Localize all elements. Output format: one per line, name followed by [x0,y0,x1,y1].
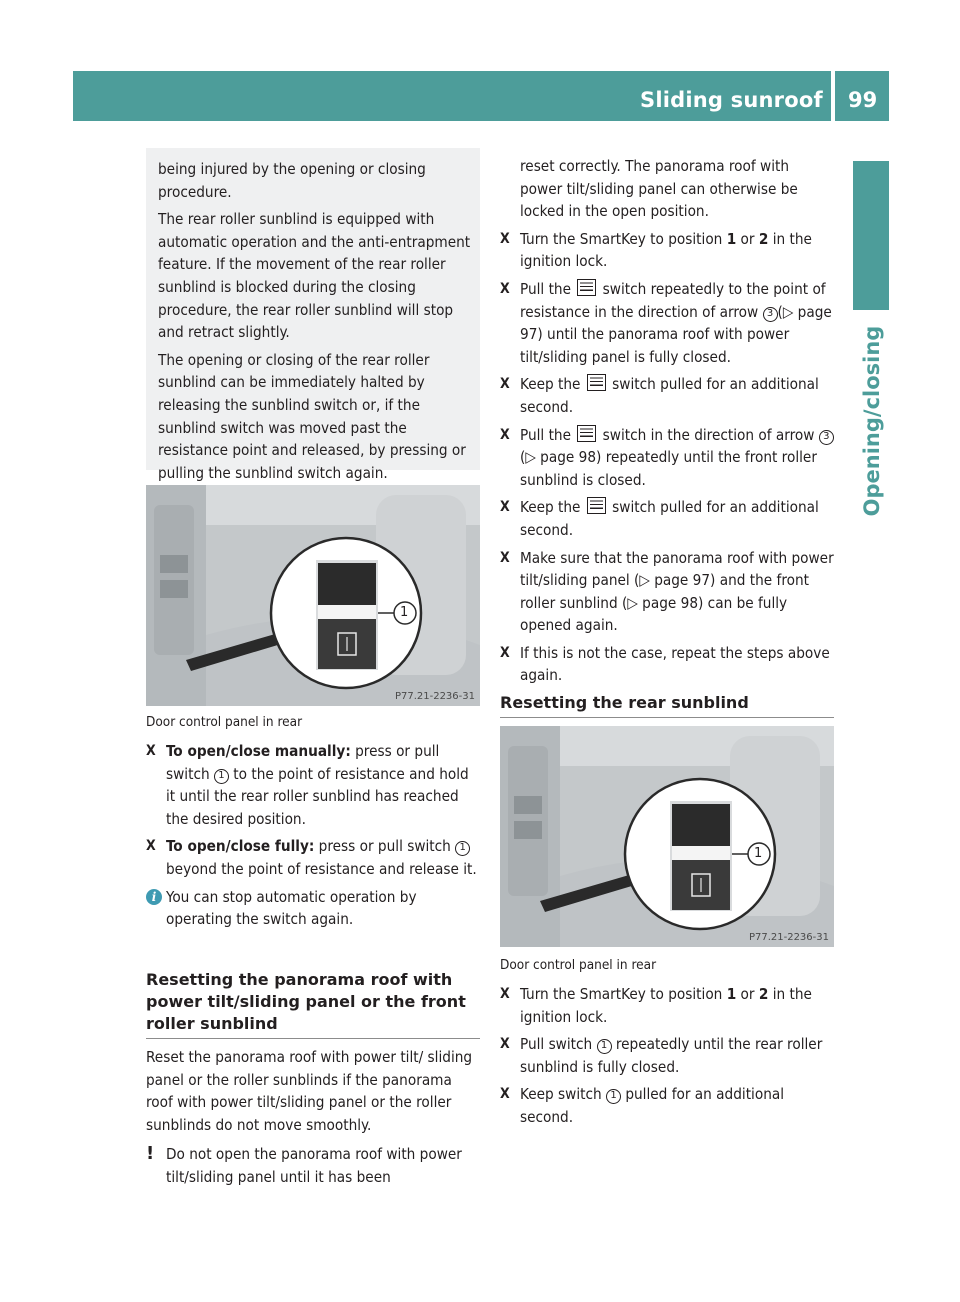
callout-number: 1 [606,1089,621,1104]
step-marker-icon: X [500,230,510,247]
door-panel-figure [500,726,834,947]
side-tab-marker [853,161,889,310]
step-marker-icon: X [146,838,156,855]
section-heading: Resetting the panorama roof with power tilt/sliding panel or the front roller sunblind [146,969,480,1039]
step-marker-icon: X [146,743,156,759]
info-icon: i [146,889,162,905]
continued-text: reset correctly. The panorama roof with power tilt/sliding panel can otherwise be locked in the open position. [520,157,798,221]
step-marker-icon: X [500,1036,510,1053]
door-panel-figure [146,485,480,706]
step-item: X Make sure that the panorama roof with power tilt/sliding panel (▷ page 97) and the front roller sunblind (▷ page 98) can be fully opened again. [500,548,834,635]
section-heading: Resetting the rear sunblind [500,692,834,718]
figure-label: P77.21-2236-31 [748,932,829,943]
sunblind-switch-icon [587,374,606,391]
section-paragraph: Reset the panorama roof with power tilt/ sliding panel or the roller sunblinds if the panorama roof with power tilt/sliding panel or the roller sunblinds do not move smoothly. [146,1048,473,1134]
step-marker-icon: X [500,986,510,1002]
step-item: X Turn the SmartKey to position 1 or 2 in the ignition lock. [500,229,812,271]
note-box [146,148,480,482]
step-item: X Keep the switch pulled for an additional second. [500,498,819,539]
step-item: X Pull the switch in the direction of arrow 3(▷ page 98) repeatedly until the front roller sunblind is closed. [500,424,834,492]
sunblind-switch-icon [577,279,596,296]
header-divider [831,71,835,121]
step-item: X Pull the switch repeatedly to the point of resistance in the direction of arrow 3 (▷ page 97) until the panorama roof with power tilt/sliding panel is fully closed. [500,279,832,366]
step-item: X If this is not the case, repeat the steps above again. [500,643,830,685]
note-paragraph: The rear roller sunblind is equipped with automatic operation and the anti-entrapment feature. If the movement of the rear roller sunblind is blocked during the closing procedure, the rear roller sunblind will stop and retract slightly. [158,210,471,342]
figure-caption: Door control panel in rear [500,957,657,973]
section-heading-wrapper [146,969,480,1039]
step-marker-icon: X [500,549,510,566]
chapter-title: Sliding sunroof [640,88,823,112]
step-marker-icon: X [500,376,510,393]
warning-icon: ! [146,1143,155,1164]
step-marker-icon: X [500,499,510,516]
step-marker-icon: X [500,644,510,661]
figure-callout: 1 [754,846,763,861]
step-item: X Pull switch 1 repeatedly until the rear roller sunblind is fully closed. [500,1035,823,1076]
note-paragraph: The opening or closing of the rear roller sunblind can be immediately halted by releasing the sunblind switch or, if the sunblind switch was moved past the resistance point and released, by pressing or pulling the sunblind switch again. [158,350,466,482]
step-marker-icon: X [500,1086,510,1103]
callout-number: 3 [763,307,778,322]
callout-number: 3 [819,430,834,445]
callout-number: 1 [597,1039,612,1054]
rear-sunblind-steps [500,983,834,1134]
step-item: X To open/close fully: press or pull switch 1 beyond the point of resistance and release it. [146,837,477,878]
step-item: X Turn the SmartKey to position 1 or 2 in the ignition lock. [500,985,812,1026]
callout-number: 1 [214,769,229,784]
side-tab-label: Opening/closing [860,325,884,517]
step-marker-icon: X [500,280,510,297]
figure-callout: 1 [400,605,409,620]
section-heading-wrapper [500,692,834,718]
sunblind-switch-icon [577,425,596,442]
page-number: 99 [848,88,878,112]
step-item: X Keep the switch pulled for an additional second. [500,375,819,416]
warning-note: ! Do not open the panorama roof with power tilt/sliding panel until it has been [146,1143,462,1186]
info-note: i You can stop automatic operation by operating the switch again. [146,886,480,931]
callout-number: 1 [455,841,470,856]
step-item: X Keep switch 1 pulled for an additional second. [500,1085,785,1126]
figure-label: P77.21-2236-31 [394,691,475,702]
left-steps [146,740,480,936]
step-item: X To open/close manually: press or pull switch 1 to the point of resistance and hold it until the rear roller sunblind has reached the desired position. [146,742,469,828]
note-paragraph: being injured by the opening or closing procedure. [158,160,426,201]
step-marker-icon: X [500,426,510,443]
sunblind-switch-icon [587,497,606,514]
figure-caption: Door control panel in rear [146,714,303,730]
right-steps [500,155,834,692]
